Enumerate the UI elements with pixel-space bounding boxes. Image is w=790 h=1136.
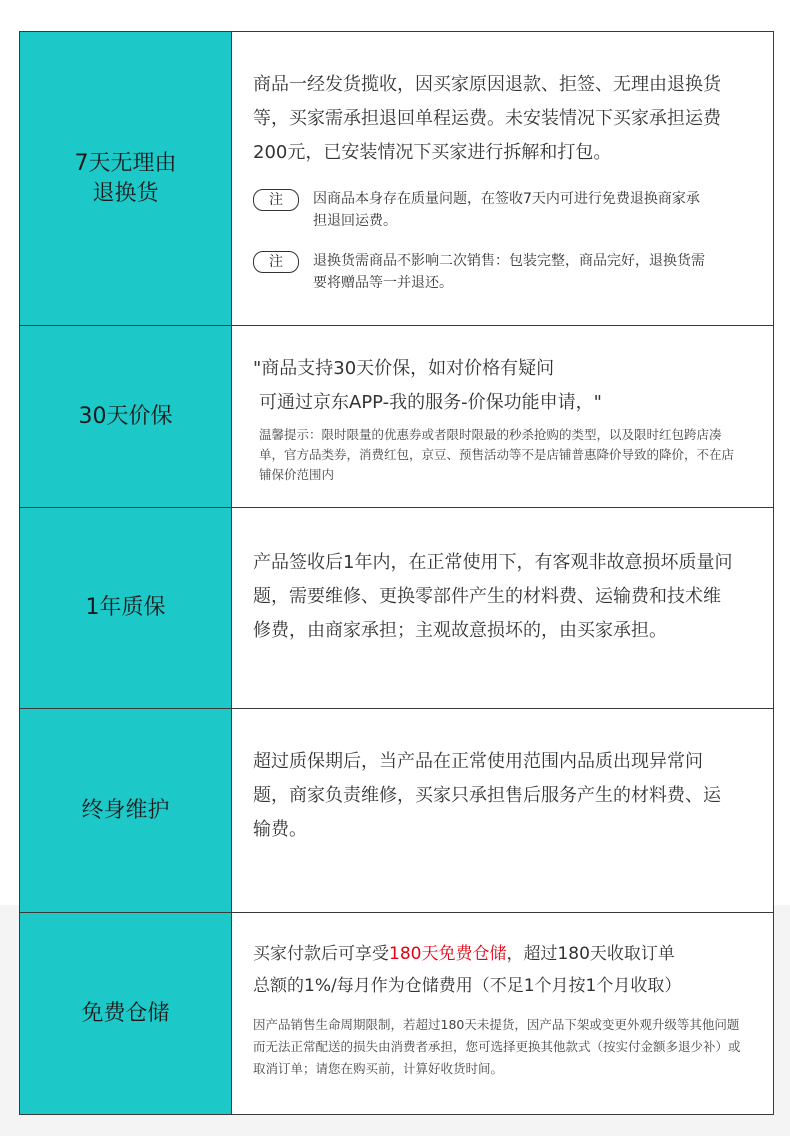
- note-badge: 注: [253, 189, 299, 211]
- row-label: 30天价保: [20, 326, 232, 507]
- row-label: [20, 32, 232, 325]
- tip-text: 温馨提示：限时限量的优惠券或者限时限最的秒杀抢购的类型，以及限时红包跨店凑单，官方品类券，消费红包，京豆、预售活动等不是店铺普惠降价导致的降价，不在店铺保价范围内: [259, 427, 735, 482]
- policy-text-suffix: ，超过180天收取订单: [506, 944, 675, 964]
- row-30day-price-protect: [20, 326, 773, 508]
- row-lifetime-maintenance: [20, 709, 773, 913]
- row-label-line: 退换货: [92, 180, 159, 206]
- highlight-text: 180天免费仓储: [389, 944, 507, 964]
- row-label: 终身维护: [20, 709, 232, 912]
- row-7day-return: [20, 32, 773, 326]
- policy-text-prefix: 买家付款后可享受: [253, 944, 389, 964]
- policy-text: 总额的1%/每月作为仓储费用（不足1个月按1个月收取）: [253, 976, 682, 996]
- row-content: [253, 709, 735, 912]
- policy-text: 商品一经发货揽收，因买家原因退款、拒签、无理由退换货等，买家需承担退回单程运费。未安装情况下买家承担运费200元，已安装情况下买家进行拆解和打包。: [253, 74, 721, 163]
- row-label-line: 7天无理由: [74, 150, 177, 176]
- row-content: [253, 32, 735, 325]
- row-label: 免费仓储: [20, 913, 232, 1114]
- row-content: [253, 326, 735, 507]
- note-text: 因商品本身存在质量问题，在签收7天内可进行免费退换商家承担退回运费。: [313, 191, 700, 229]
- row-content: [253, 508, 735, 708]
- note-text: 退换货需商品不影响二次销售：包装完整，商品完好，退换货需要将赠品等一并退还。: [313, 253, 705, 291]
- note-item: [253, 188, 735, 232]
- row-free-storage: [20, 913, 773, 1114]
- policy-text: 超过质保期后，当产品在正常使用范围内品质出现异常问题，商家负责维修，买家只承担售后服务产生的材料费、运输费。: [253, 751, 721, 840]
- service-policy-table: [19, 31, 774, 1115]
- row-content: [253, 913, 741, 1114]
- policy-text: 产品签收后1年内，在正常使用下，有客观非故意损坏质量问题，需要维修、更换零部件产生的材料费、运输费和技术维修费，由商家承担；主观故意损坏的，由买家承担。: [253, 552, 733, 641]
- detail-text: 因产品销售生命周期限制，若超过180天未提货，因产品下架或变更外观升级等其他问题而无法正常配送的损失由消费者承担，您可选择更换其他款式（按实付金额多退少补）或取消订单；请您在购买前，计算好收货时间。: [253, 1017, 741, 1076]
- policy-text: "商品支持30天价保，如对价格有疑问: [253, 358, 555, 379]
- note-badge: 注: [253, 251, 299, 273]
- note-item: [253, 250, 735, 294]
- row-label: 1年质保: [20, 508, 232, 708]
- policy-text: [253, 937, 755, 971]
- row-1year-warranty: [20, 508, 773, 709]
- policy-text: 可通过京东APP-我的服务-价保功能申请，": [259, 392, 602, 413]
